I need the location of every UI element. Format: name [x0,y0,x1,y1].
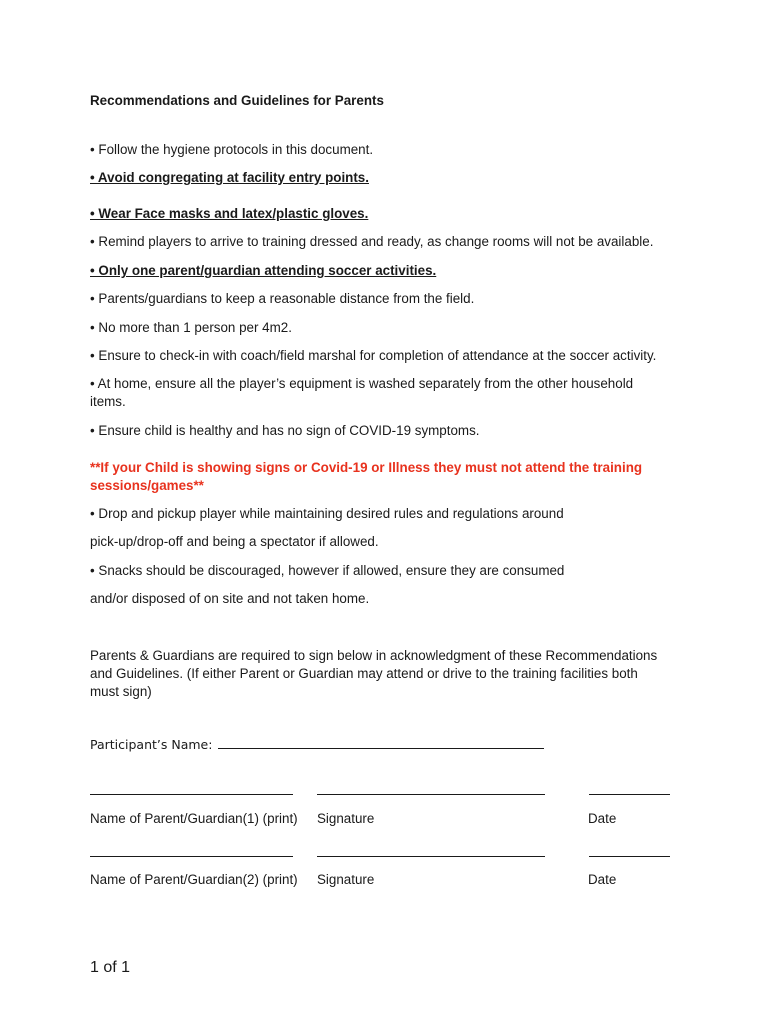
bullet-check-in: • Ensure to check-in with coach/field marshal for completion of attendance at the soccer activity. [90,348,657,363]
parent2-date-label: Date [588,872,617,887]
bullet-one-parent: • Only one parent/guardian attending soccer activities. [90,263,437,278]
bullet-person-limit: • No more than 1 person per 4m2. [90,320,292,335]
parent2-signature-line[interactable] [317,856,545,857]
bullet-avoid-congregating: • Avoid congregating at facility entry points. [90,170,369,185]
bullet-distance: • Parents/guardians to keep a reasonable distance from the field. [90,291,475,306]
parent1-signature-line[interactable] [317,794,545,795]
parent1-name-line[interactable] [90,794,293,795]
participant-name-line[interactable] [218,735,544,749]
parent1-date-label: Date [588,811,617,826]
parent1-date-line[interactable] [589,794,670,795]
acknowledgment-paragraph: Parents & Guardians are required to sign below in acknowledgment of these Recommendations and Guidelines. (If either Parent or Guardian may attend or drive to the training facilities both must sign) [90,648,658,699]
covid-warning: **If your Child is showing signs or Covid-19 or Illness they must not attend the training sessions/games** [90,460,643,493]
bullet-equipment: • At home, ensure all the player’s equipment is washed separately from the other household items. [90,376,634,409]
dropoff-line-2: pick-up/drop-off and being a spectator if allowed. [90,534,379,549]
document-title: Recommendations and Guidelines for Parents [90,93,384,108]
bullet-face-masks: • Wear Face masks and latex/plastic gloves. [90,206,369,221]
participant-name-label: Participant’s Name: [90,737,213,752]
parent1-signature-label: Signature [317,811,375,826]
parent2-name-line[interactable] [90,856,293,857]
parent1-name-label: Name of Parent/Guardian(1) (print) [90,811,298,826]
parent2-name-label: Name of Parent/Guardian(2) (print) [90,872,298,887]
snacks-line-1: • Snacks should be discouraged, however if allowed, ensure they are consumed [90,563,565,578]
bullet-hygiene: • Follow the hygiene protocols in this document. [90,142,374,157]
snacks-line-2: and/or disposed of on site and not taken home. [90,591,370,606]
participant-name-field[interactable] [90,735,544,754]
parent2-signature-label: Signature [317,872,375,887]
bullet-remind-players: • Remind players to arrive to training dressed and ready, as change rooms will not be available. [90,234,654,249]
dropoff-line-1: • Drop and pickup player while maintaining desired rules and regulations around [90,506,564,521]
page-indicator: 1 of 1 [90,959,131,976]
bullet-healthy: • Ensure child is healthy and has no sign of COVID-19 symptoms. [90,423,480,438]
parent2-date-line[interactable] [589,856,670,857]
